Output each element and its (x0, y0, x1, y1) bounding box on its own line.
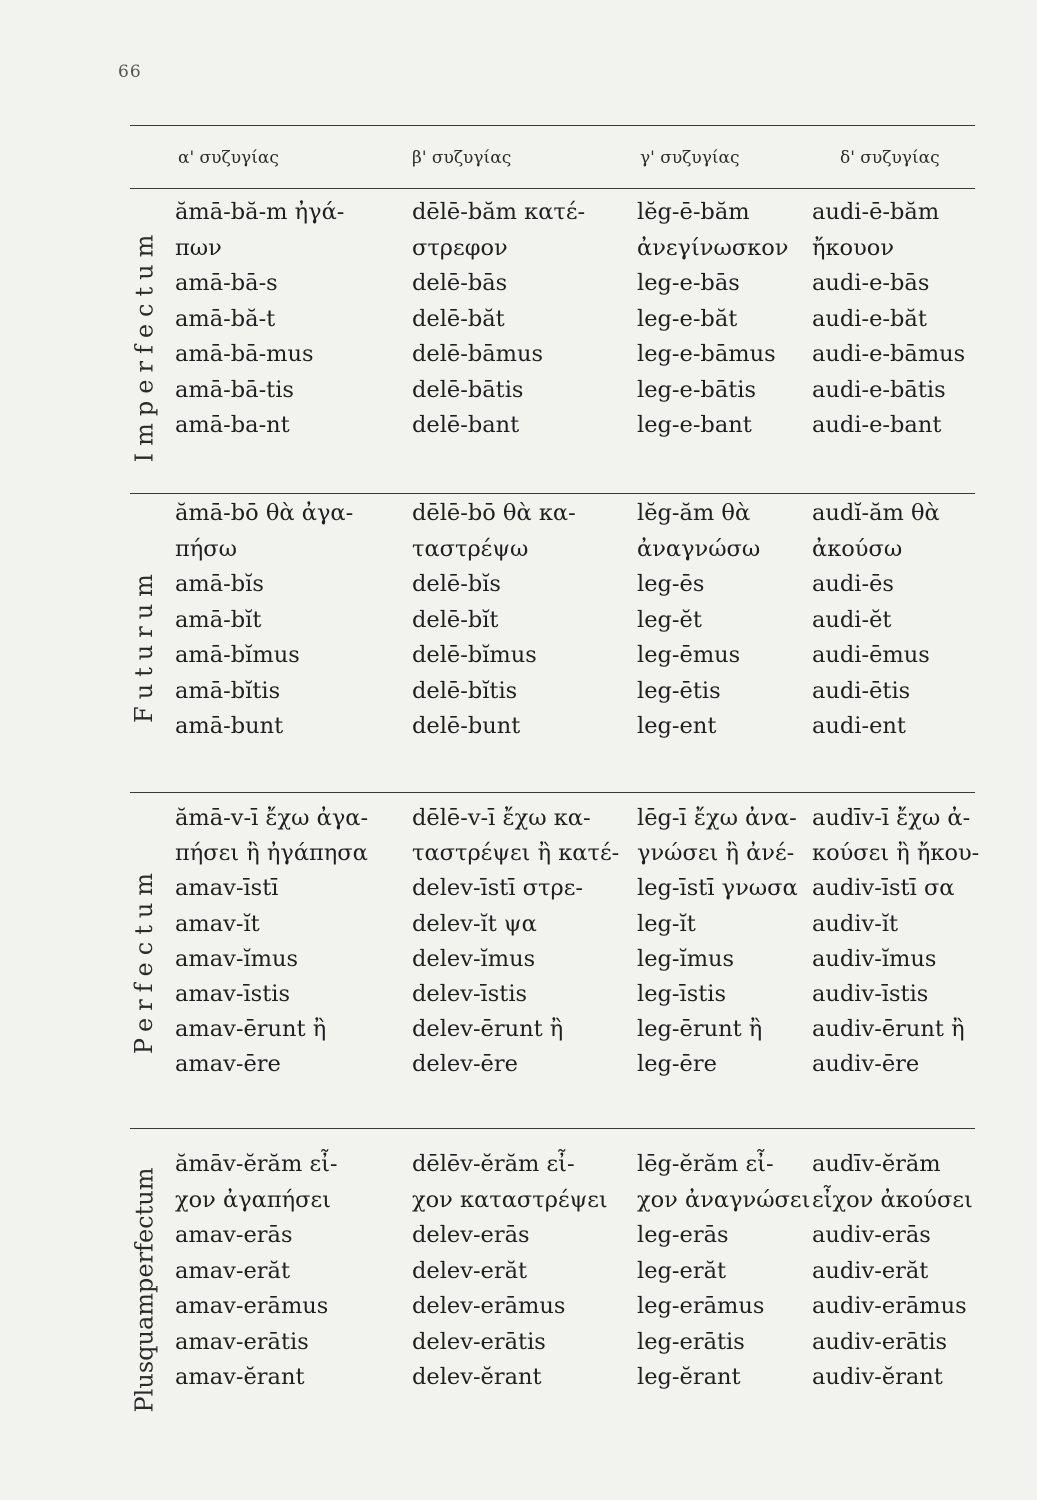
cell-col-c: leg-ĕrant (637, 1364, 741, 1390)
page-number: 66 (118, 62, 142, 82)
cell-col-b: delē-bĭt (412, 606, 499, 633)
rule-3 (130, 1128, 975, 1129)
cell-col-d: audiv-īstis (812, 981, 929, 1007)
cell-col-b: delē-bant (412, 412, 520, 438)
cell-col-b: ταστρέψει ἢ κατέ- (412, 840, 620, 867)
cell-col-c: leg-e-bāmus (637, 341, 776, 367)
cell-col-a: amav-īstī (175, 875, 279, 902)
cell-col-a: ămā-bă-m ἠγά- (175, 199, 345, 225)
cell-col-b: delev-erăt (412, 1257, 528, 1284)
cell-col-c: χον ἀναγνώσει (637, 1186, 811, 1213)
cell-col-d: audi-ĕt (812, 606, 892, 633)
header-col-4: δ' συζυγίας (840, 148, 940, 168)
cell-col-d: audiv-erās (812, 1222, 931, 1248)
cell-col-a: amav-ērunt ἢ (175, 1016, 327, 1043)
cell-col-a: amā-bā-mus (175, 341, 314, 367)
rule-top (130, 125, 975, 126)
cell-col-d: audiv-īstī σα (812, 875, 955, 902)
section-label (126, 1140, 162, 1440)
cell-col-a: amā-ba-nt (175, 412, 290, 438)
cell-col-c: leg-e-băt (637, 305, 738, 332)
cell-col-c: lēg-ĕrăm εἶ- (637, 1151, 774, 1177)
cell-col-c: γνώσει ἢ ἀνέ- (637, 840, 795, 867)
cell-col-d: audi-ētis (812, 677, 911, 704)
cell-col-a: amav-īstis (175, 981, 291, 1007)
cell-col-a: amā-bā-s (175, 270, 278, 296)
header-col-3: γ' συζυγίας (640, 148, 740, 168)
cell-col-d: εἶχον ἀκούσει (812, 1186, 973, 1213)
rule-2 (130, 792, 975, 793)
cell-col-b: delev-ērunt ἢ (412, 1016, 564, 1043)
cell-col-c: leg-ent (637, 713, 717, 739)
cell-col-d: audiv-erăt (812, 1257, 929, 1284)
cell-col-b: delev-ĭmus (412, 945, 536, 972)
cell-col-c: leg-ēmus (637, 642, 741, 668)
cell-col-c: leg-erās (637, 1222, 729, 1248)
cell-col-a: ămāv-ĕrăm εἶ- (175, 1151, 338, 1177)
cell-col-a: amav-erăt (175, 1257, 291, 1284)
cell-col-d: ἀκούσω (812, 535, 903, 562)
cell-col-d: audi-ēmus (812, 642, 930, 668)
cell-col-a: amav-erātis (175, 1328, 309, 1355)
cell-col-b: delev-erāmus (412, 1293, 566, 1319)
cell-col-d: audiv-erāmus (812, 1293, 967, 1319)
cell-col-b: delev-ĕrant (412, 1364, 542, 1390)
cell-col-b: dēlēv-ĕrăm εἶ- (412, 1151, 575, 1177)
cell-col-b: delev-erātis (412, 1328, 546, 1355)
cell-col-a: amav-erās (175, 1222, 293, 1248)
cell-col-a: πήσει ἢ ἠγάπησα (175, 840, 368, 867)
cell-col-b: delev-īstis (412, 981, 528, 1007)
cell-col-c: leg-ērunt ἢ (637, 1016, 763, 1043)
cell-col-c: leg-ĕt (637, 606, 702, 633)
cell-col-a: amav-ĭmus (175, 945, 299, 972)
cell-col-a: amā-bĭt (175, 606, 262, 633)
cell-col-b: delē-bātis (412, 376, 524, 403)
cell-col-c: leg-ētis (637, 677, 721, 704)
cell-col-d: audi-ē-băm (812, 199, 940, 225)
cell-col-c: leg-e-bās (637, 270, 740, 296)
cell-col-a: amā-bĭs (175, 571, 264, 597)
cell-col-a: ămā-v-ī ἔχω ἀγα- (175, 805, 369, 831)
cell-col-c: lĕg-ē-băm (637, 199, 750, 225)
cell-col-b: delev-erās (412, 1222, 530, 1248)
cell-col-b: delē-bās (412, 270, 508, 296)
cell-col-b: χον καταστρέψει (412, 1186, 608, 1213)
cell-col-a: amav-ēre (175, 1051, 281, 1078)
cell-col-c: leg-e-bātis (637, 376, 757, 403)
cell-col-d: audiv-ēre (812, 1051, 920, 1078)
cell-col-a: amav-erāmus (175, 1293, 329, 1319)
cell-col-b: delē-bunt (412, 713, 521, 739)
cell-col-b: ταστρέψω (412, 535, 529, 562)
cell-col-a: ămā-bō θὰ ἀγα- (175, 500, 354, 526)
cell-col-c: leg-īstis (637, 981, 727, 1007)
cell-col-b: dēlē-v-ī ἔχω κα- (412, 805, 591, 831)
section-label-text: Plusquamperfectum (130, 1167, 159, 1413)
cell-col-d: audi-ēs (812, 571, 894, 597)
section-label-text: Perfectum (130, 865, 159, 1055)
cell-col-d: ἤκουον (812, 234, 894, 261)
cell-col-b: dēlē-băm κατέ- (412, 199, 586, 225)
cell-col-a: amā-bā-tis (175, 376, 294, 403)
cell-col-c: leg-ēs (637, 571, 705, 597)
cell-col-c: leg-erăt (637, 1257, 727, 1284)
cell-col-b: delev-ĭt ψα (412, 910, 537, 937)
section-label (126, 815, 162, 1105)
cell-col-d: audiv-erātis (812, 1328, 948, 1355)
cell-col-b: delē-bĭmus (412, 642, 537, 668)
cell-col-b: delē-bĭtis (412, 677, 518, 704)
cell-col-a: χον ἀγαπήσει (175, 1186, 331, 1213)
cell-col-b: delev-īstī στρε- (412, 875, 583, 902)
cell-col-d: audiv-ĭt (812, 910, 899, 937)
cell-col-c: leg-ĭmus (637, 945, 735, 972)
cell-col-d: audi-e-băt (812, 305, 927, 332)
cell-col-c: leg-īstī γνωσα (637, 875, 798, 902)
cell-col-c: leg-e-bant (637, 412, 752, 438)
cell-col-b: delē-bĭs (412, 571, 501, 597)
header-col-2: β' συζυγίας (412, 148, 512, 168)
rule-header (130, 188, 975, 189)
cell-col-d: audīv-ī ἔχω ἀ- (812, 805, 971, 831)
cell-col-c: ἀναγνώσω (637, 535, 761, 562)
cell-col-b: dēlē-bō θὰ κα- (412, 500, 576, 526)
cell-col-a: πήσω (175, 535, 237, 562)
rule-1 (130, 493, 975, 494)
cell-col-d: audi-ent (812, 713, 906, 739)
cell-col-b: στρεφον (412, 234, 508, 261)
cell-col-d: audi-e-bāmus (812, 341, 966, 367)
section-label (126, 510, 162, 780)
cell-col-a: πων (175, 234, 222, 261)
cell-col-d: audi-e-bās (812, 270, 930, 296)
cell-col-d: audiv-ērunt ἢ (812, 1016, 965, 1043)
cell-col-c: leg-ēre (637, 1051, 717, 1078)
cell-col-a: amā-bunt (175, 713, 284, 739)
cell-col-c: ἀνεγίνωσκον (637, 234, 789, 261)
cell-col-d: audiv-ĭmus (812, 945, 937, 972)
header-col-1: α' συζυγίας (178, 148, 279, 168)
cell-col-d: audiv-ĕrant (812, 1364, 943, 1390)
cell-col-a: amā-bĭmus (175, 642, 300, 668)
cell-col-b: delē-bāmus (412, 341, 544, 367)
cell-col-c: lĕg-ăm θὰ (637, 500, 751, 526)
cell-col-a: amav-ĕrant (175, 1364, 305, 1390)
cell-col-a: amā-bă-t (175, 305, 276, 332)
cell-col-a: amav-ĭt (175, 910, 260, 937)
section-label-text: Imperfectum (130, 227, 159, 463)
section-label (126, 205, 162, 485)
cell-col-c: leg-erātis (637, 1328, 745, 1355)
cell-col-d: κούσει ἢ ἤκου- (812, 840, 980, 867)
cell-col-d: audi-e-bant (812, 412, 942, 438)
cell-col-b: delē-băt (412, 305, 505, 332)
cell-col-a: amā-bĭtis (175, 677, 281, 704)
cell-col-c: leg-erāmus (637, 1293, 765, 1319)
cell-col-d: audi-e-bātis (812, 376, 946, 403)
cell-col-b: delev-ēre (412, 1051, 518, 1078)
cell-col-c: lēg-ī ἔχω ἀνα- (637, 805, 797, 831)
cell-col-d: audīv-ĕrăm (812, 1151, 941, 1177)
cell-col-c: leg-ĭt (637, 910, 696, 937)
cell-col-d: audĭ-ăm θὰ (812, 500, 940, 526)
section-label-text: Futurum (130, 567, 158, 723)
